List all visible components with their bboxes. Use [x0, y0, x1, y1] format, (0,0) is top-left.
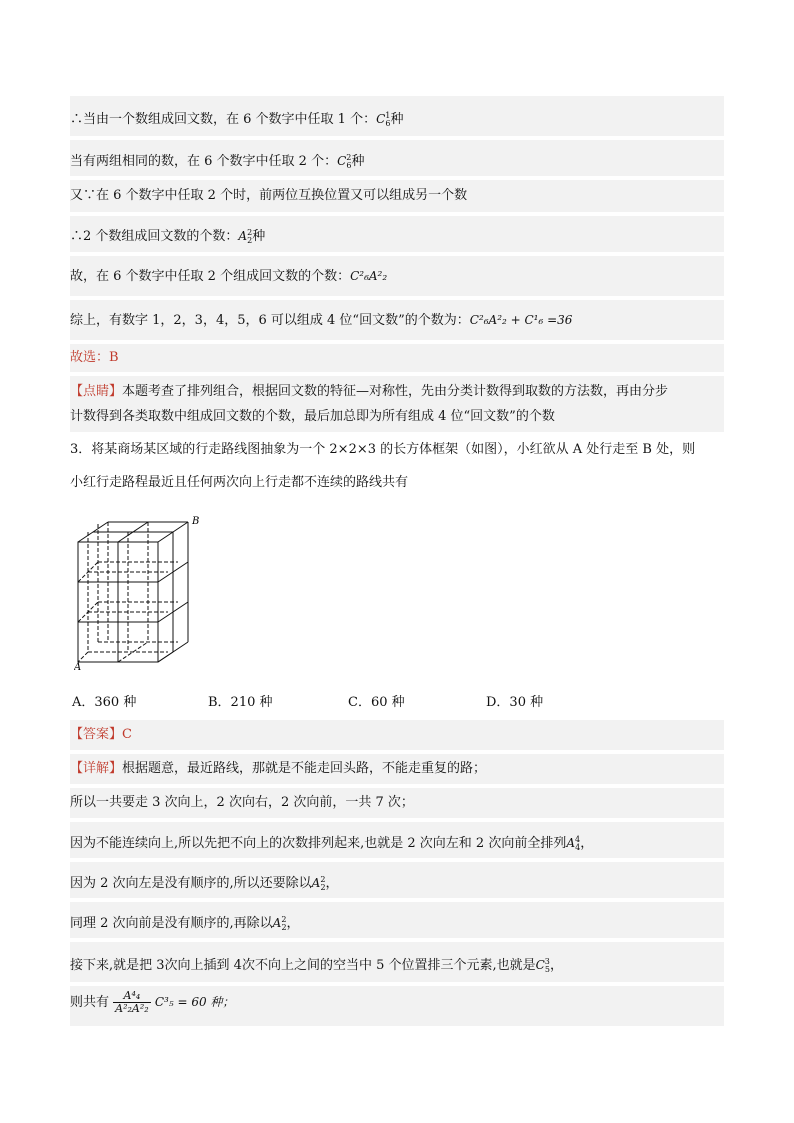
text: 综上，有数字 1，2，3，4，5，6 可以组成 4 位“回文数”的个数为：: [70, 313, 470, 328]
option-d[interactable]: D．30 种: [486, 695, 544, 710]
solution-line-2: [70, 140, 724, 176]
text: 计数得到各类取数中组成回文数的个数，最后加总即为所有组成 4 位“回文数”的个数: [70, 409, 555, 424]
detail-line-6: [70, 942, 724, 982]
detail-line-2: 所以一共要走 3 次向上，2 次向右，2 次向前，一共 7 次；: [70, 788, 724, 818]
text: 同理 2 次向前是没有顺序的,再除以: [70, 916, 273, 931]
question-line-1: 3．将某商场某区域的行走路线图抽象为一个 2×2×3 的长方体框架（如图），小红欲从 A 处行走至 B 处，则: [70, 442, 696, 457]
text: ，: [549, 958, 563, 973]
solution-line-6: [70, 300, 724, 340]
choose-answer-line: 故选：B: [70, 344, 724, 372]
math-expr: $A^2_2$: [272, 915, 287, 933]
text: 当有两组相同的数，在 6 个数字中任取 2 个：: [70, 154, 338, 169]
option-c[interactable]: C．60 种: [348, 695, 405, 710]
option-b[interactable]: B．210 种: [208, 695, 273, 710]
text: 本题考查了排列组合，根据回文数的特征—对称性，先由分类计数得到取数的方法数，再由分步: [122, 384, 669, 399]
option-a[interactable]: A．360 种: [72, 695, 137, 710]
math-expr: $C^2_6$: [337, 153, 352, 171]
answer-value: C: [122, 727, 132, 742]
math-expr: $C^1_6$: [376, 111, 391, 129]
fraction: $\frac{\text{A⁴₄}}{\text{A²₂A²₂}}$: [115, 989, 149, 1015]
math-expr: $A^4_4$: [566, 835, 581, 853]
detail-line-1: [70, 754, 724, 784]
cuboid-figure: [74, 512, 214, 672]
math-expr: $C^3_5$: [535, 957, 550, 975]
text: 种: [351, 154, 365, 169]
text: ∴当由一个数组成回文数，在 6 个数字中任取 1 个：: [70, 112, 377, 127]
detail-line-5: [70, 902, 724, 938]
label-b: B: [192, 516, 200, 527]
math-expr: C²₆A²₂: [350, 269, 388, 283]
dianjing-block: [70, 376, 724, 432]
text: 种: [252, 229, 266, 244]
text: ，: [580, 836, 594, 851]
math-expr: C²₆A²₂ + C¹₆ =36: [469, 313, 573, 327]
text: 因为不能连续向上,所以先把不向上的次数排列起来,也就是 2 次向左和 2 次向前全排列: [70, 836, 567, 851]
text: 根据题意，最近路线，那就是不能走回头路，不能走重复的路；: [122, 761, 487, 776]
text: ，: [325, 876, 339, 891]
math-expr: C³₅ = 60 种；: [154, 995, 235, 1009]
math-expr: $A^2_2$: [238, 228, 253, 246]
detail-line-3: [70, 822, 724, 858]
text: 种: [390, 112, 404, 127]
dianjing-label: 【点睛】: [70, 384, 123, 399]
text: 故，在 6 个数字中任取 2 个组成回文数的个数：: [70, 269, 351, 284]
detail-line-4: [70, 862, 724, 898]
solution-line-1: [70, 96, 724, 136]
text: ∴2 个数组成回文数的个数：: [70, 229, 239, 244]
text: 因为 2 次向左是没有顺序的,所以还要除以: [70, 876, 312, 891]
solution-line-3: [70, 180, 724, 212]
text: 又∵在 6 个数字中任取 2 个时，前两位互换位置又可以组成另一个数: [70, 188, 468, 203]
label-a: A: [74, 662, 82, 672]
text: 则共有: [70, 995, 110, 1010]
detail-line-7: [70, 986, 724, 1026]
detail-label: 【详解】: [70, 761, 123, 776]
answer-line: [70, 720, 724, 750]
solution-line-4: [70, 216, 724, 252]
answer-label: 【答案】: [70, 727, 123, 742]
solution-line-5: [70, 256, 724, 296]
question-line-2: 小红行走路程最近且任何两次向上行走都不连续的路线共有: [70, 475, 409, 490]
text: 接下来,就是把 3次向上插到 4次不向上之间的空当中 5 个位置排三个元素,也就是: [70, 958, 536, 973]
math-expr: $A^2_2$: [311, 875, 326, 893]
text: ，: [286, 916, 300, 931]
